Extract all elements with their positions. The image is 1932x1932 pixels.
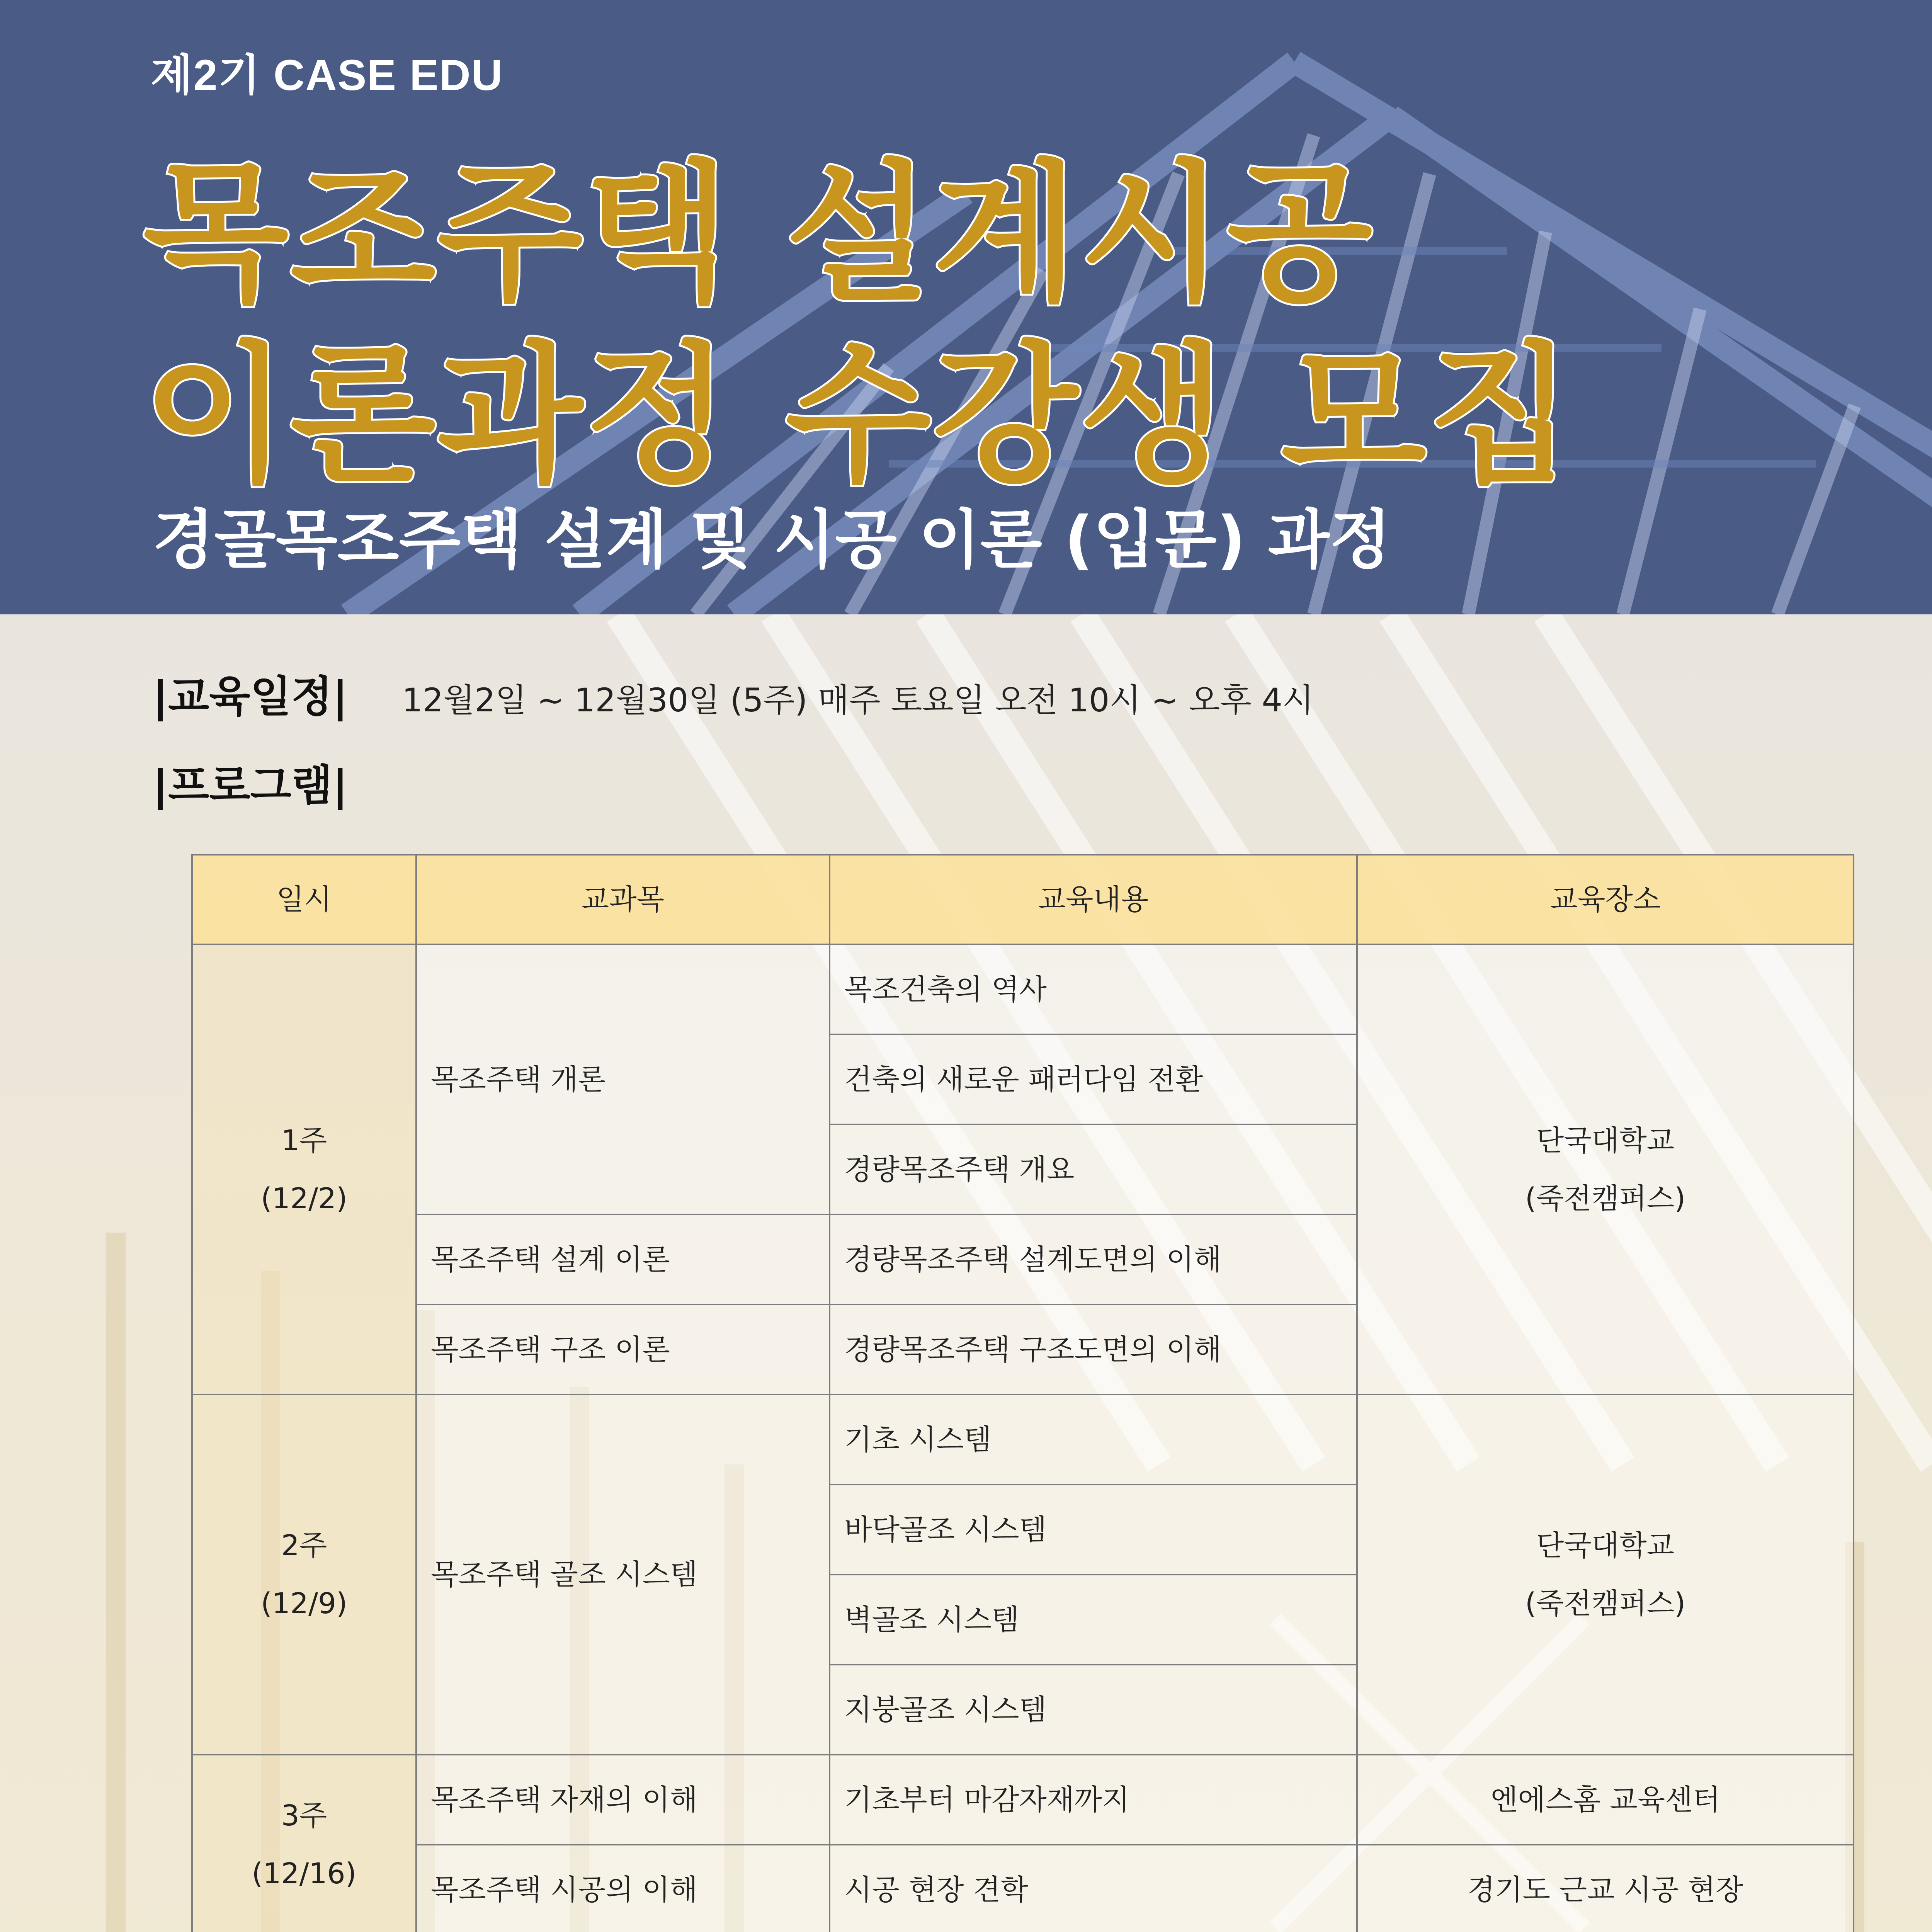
venue-campus: (죽전캠퍼스) [1525, 1182, 1686, 1215]
page-subtitle: 경골목조주택 설계 및 시공 이론 (입문) 과정 [153, 503, 1391, 577]
column-header-date: 일시 [192, 855, 416, 944]
venue-cell [1357, 1395, 1854, 1755]
venue-cell [1357, 944, 1854, 1395]
program-table [191, 854, 1854, 1932]
week-label: 1주 [281, 1124, 327, 1157]
week-cell [192, 1395, 416, 1755]
venue-cell: 엔에스홈 교육센터 [1357, 1755, 1854, 1845]
table-row [192, 944, 1854, 1034]
week-date: (12/16) [252, 1857, 357, 1890]
content-cell: 기초 시스템 [830, 1395, 1357, 1485]
program-label: |프로그램| [153, 761, 348, 810]
subject-cell: 목조주택 개론 [416, 944, 830, 1214]
title-line-1: 목조주택 설계시공 [143, 146, 1374, 321]
content-cell: 경량목조주택 개요 [830, 1124, 1357, 1214]
column-header-venue: 교육장소 [1357, 855, 1854, 944]
page-title [143, 143, 1804, 506]
content-cell: 목조건축의 역사 [830, 944, 1357, 1034]
subject-cell: 목조주택 골조 시스템 [416, 1395, 830, 1755]
column-header-subject: 교과목 [416, 855, 830, 944]
table-row [192, 1845, 1854, 1932]
content-cell: 바닥골조 시스템 [830, 1485, 1357, 1575]
subject-cell: 목조주택 자재의 이해 [416, 1755, 830, 1845]
content-cell: 건축의 새로운 패러다임 전환 [830, 1034, 1357, 1124]
schedule-text: 12월2일 ~ 12월30일 (5주) 매주 토요일 오전 10시 ~ 오후 4시 [402, 681, 1314, 719]
subject-cell: 목조주택 설계 이론 [416, 1214, 830, 1304]
week-label: 3주 [281, 1799, 327, 1832]
content-cell: 경량목조주택 구조도면의 이해 [830, 1304, 1357, 1395]
venue-cell: 경기도 근교 시공 현장 [1357, 1845, 1854, 1932]
content-cell: 벽골조 시스템 [830, 1575, 1357, 1665]
week-date: (12/9) [261, 1587, 347, 1620]
content-cell: 지붕골조 시스템 [830, 1665, 1357, 1755]
table-header-row [192, 855, 1854, 944]
subject-cell: 목조주택 시공의 이해 [416, 1845, 830, 1932]
week-cell [192, 1755, 416, 1932]
week-date: (12/2) [261, 1182, 347, 1215]
table-row [192, 1395, 1854, 1485]
schedule-row [153, 663, 1314, 724]
schedule-label: |교육일정| [153, 672, 348, 721]
venue-name: 단국대학교 [1536, 1124, 1675, 1157]
venue-name: 단국대학교 [1536, 1529, 1675, 1562]
edition-label: 제2기 CASE EDU [151, 51, 503, 99]
week-label: 2주 [281, 1529, 327, 1562]
content-cell: 시공 현장 견학 [830, 1845, 1357, 1932]
content-cell: 기초부터 마감자재까지 [830, 1755, 1357, 1845]
week-cell [192, 944, 416, 1395]
column-header-content: 교육내용 [830, 855, 1357, 944]
subject-cell: 목조주택 구조 이론 [416, 1304, 830, 1395]
venue-campus: (죽전캠퍼스) [1525, 1587, 1686, 1620]
table-row [192, 1755, 1854, 1845]
title-line-2: 이론과정 수강생 모집 [143, 328, 1575, 503]
content-cell: 경량목조주택 설계도면의 이해 [830, 1214, 1357, 1304]
